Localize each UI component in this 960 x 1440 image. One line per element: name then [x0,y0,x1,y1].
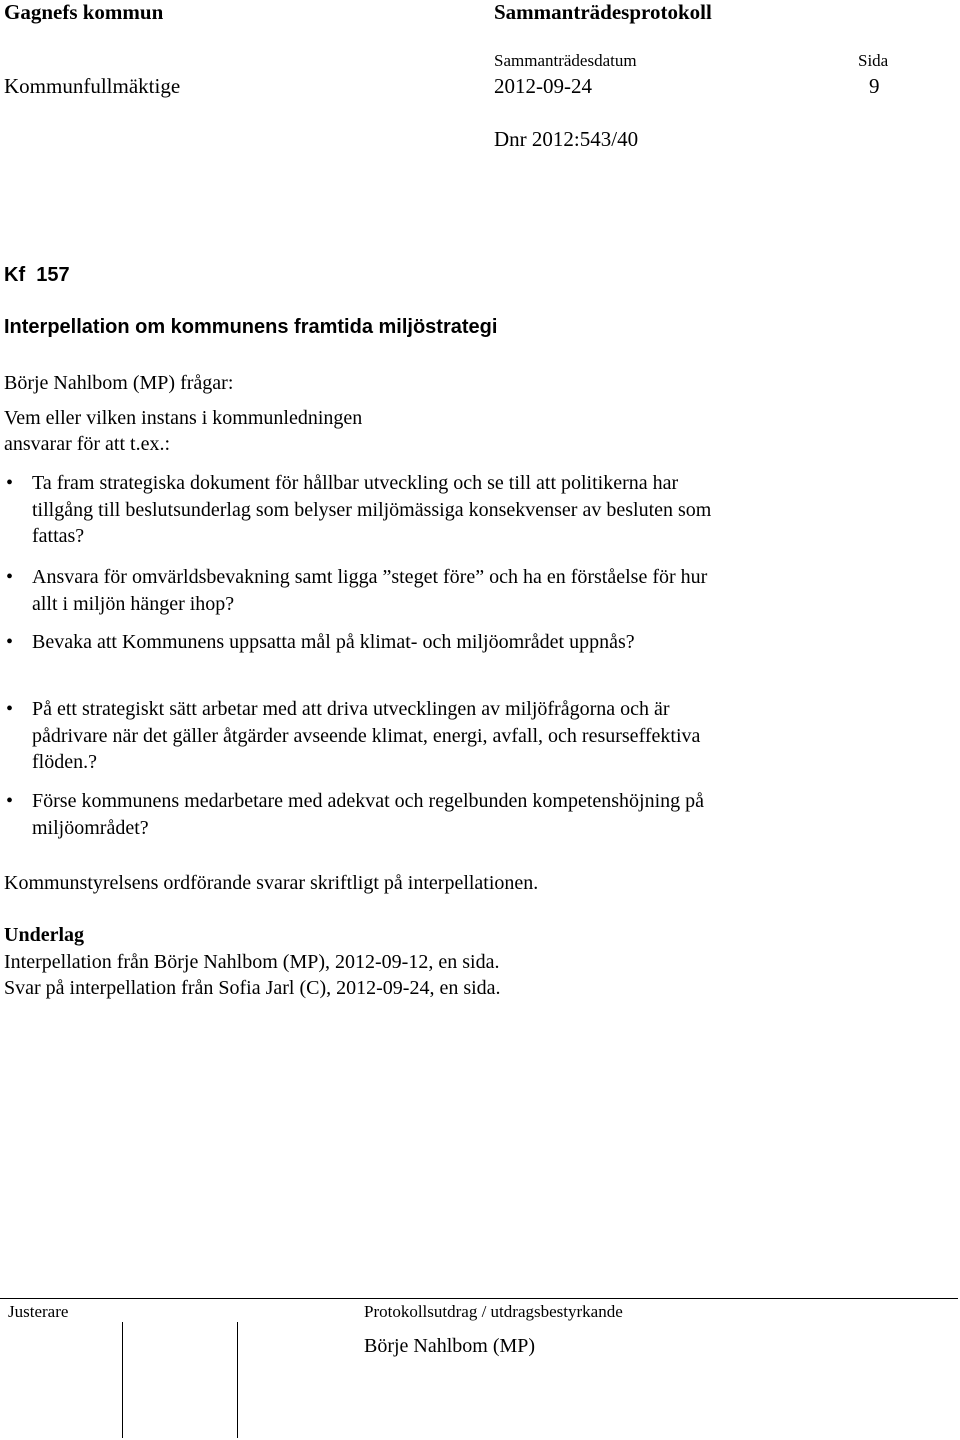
basis-line-2: Svar på interpellation från Sofia Jarl (C), 2012-09-24, en sida. [4,977,501,999]
extract-label: Protokollsutdrag / utdragsbestyrkande [364,1302,623,1321]
page-number: 9 [869,74,880,98]
question-intro-line1: Vem eller vilken instans i kommunledningen [4,407,363,429]
section-title: Interpellation om kommunens framtida miljöstrategi [4,316,498,338]
bullet-text: Förse kommunens medarbetare med adekvat och regelbunden kompetenshöjning på miljöområdet? [32,790,705,839]
asker-line: Börje Nahlbom (MP) frågar: [4,372,234,394]
bullet-icon: • [6,566,14,588]
bullet-icon: • [6,790,14,812]
bullet-text: Ta fram strategiska dokument för hållbar utveckling och se till att politikerna har tillgång till beslutsunderlag som belyser miljömässiga konsekvenser av besluten som fattas? [32,472,712,547]
basis-line-1: Interpellation från Börje Nahlbom (MP), 2012-09-12, en sida. [4,951,500,973]
meeting-date: 2012-09-24 [494,74,592,98]
signature-box-divider [237,1322,238,1438]
basis-heading: Underlag [4,924,84,946]
document-type: Sammanträdesprotokoll [494,0,712,24]
response-note: Kommunstyrelsens ordförande svarar skriftligt på interpellationen. [4,872,539,894]
signature-box-divider [122,1322,123,1438]
bullet-icon: • [6,698,14,720]
municipality-name: Gagnefs kommun [4,0,164,24]
bullet-text: På ett strategiskt sätt arbetar med att driva utvecklingen av miljöfrågorna och är pådrivare när det gäller åtgärder avseende klimat, energi, avfall, och resurseffektiva flöden.? [32,698,701,773]
meeting-body: Kommunfullmäktige [4,74,181,98]
footer-divider [0,1298,958,1299]
extract-recipient: Börje Nahlbom (MP) [364,1335,536,1357]
date-label: Sammanträdesdatum [494,51,637,70]
bullet-text: Bevaka att Kommunens uppsatta mål på klimat- och miljöområdet uppnås? [32,631,635,653]
adjusters-label: Justerare [8,1302,69,1321]
bullet-text: Ansvara för omvärldsbevakning samt ligga ”steget före” och ha en förståelse för hur allt i miljön hänger ihop? [32,566,708,615]
bullet-icon: • [6,472,14,494]
question-intro-line2: ansvarar för att t.ex.: [4,433,171,455]
page-label: Sida [858,51,889,70]
diary-number: Dnr 2012:543/40 [494,127,639,151]
paragraph-number: Kf 157 [4,264,70,286]
bullet-icon: • [6,631,14,653]
